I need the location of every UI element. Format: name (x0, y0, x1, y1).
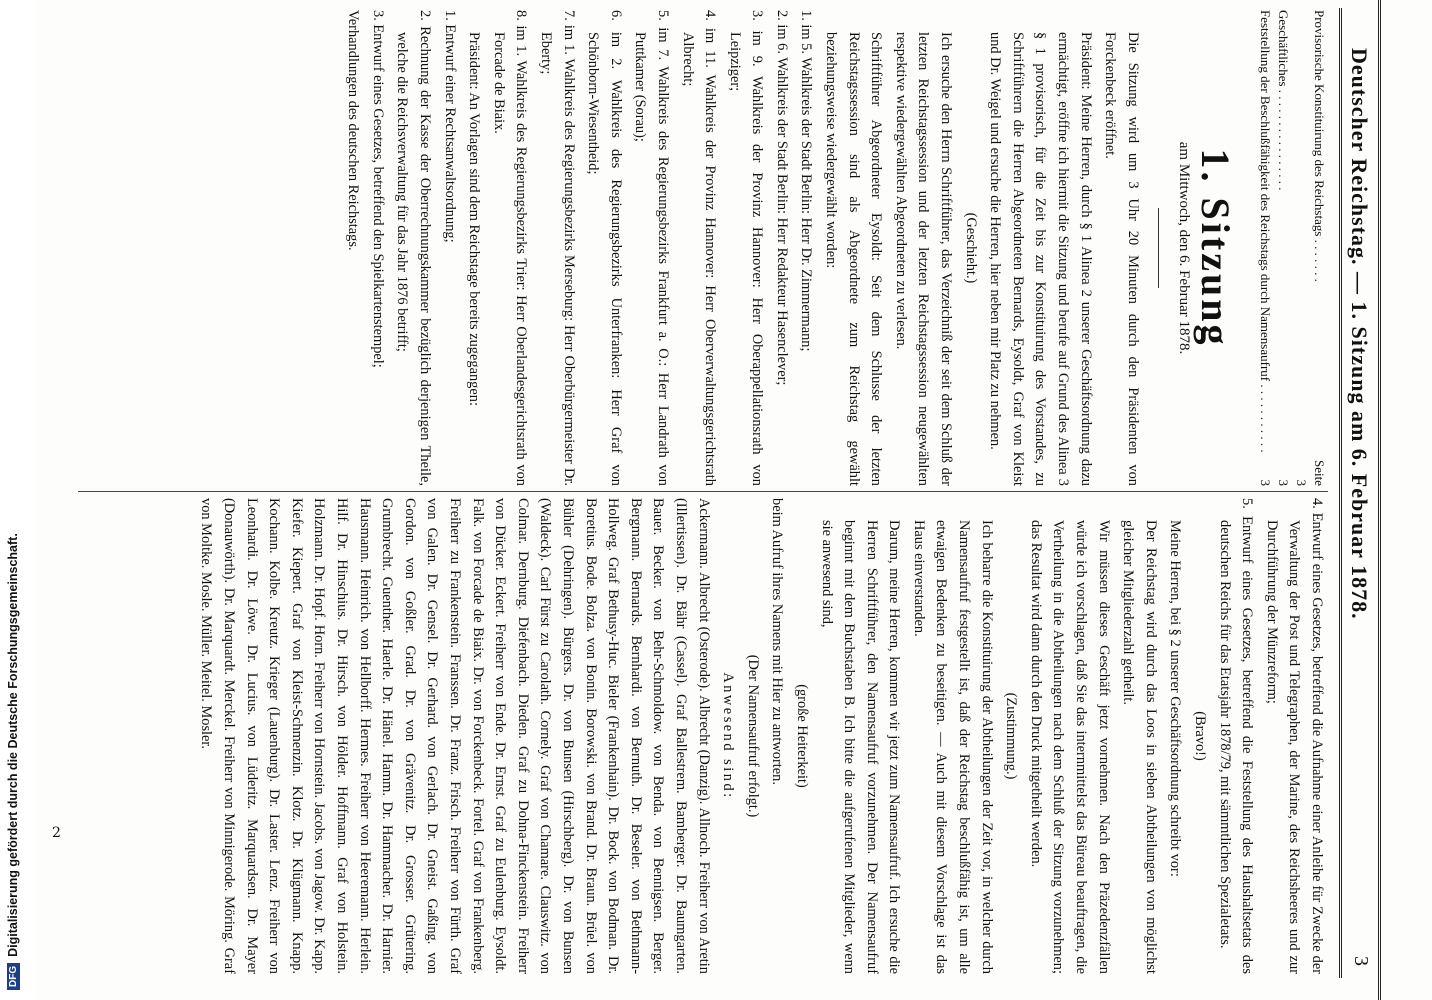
sheet-number: 2 (52, 825, 61, 841)
list-item: 4. im 11. Wahlkreis der Provinz Hannover: Herr Oberverwaltungsgerichtsrath Albrecht; (679, 10, 719, 486)
stage-direction: (Zustimmung.) (1003, 692, 1020, 780)
list-item: 8. im 1. Wahlkreis des Regierungsbezirks Trier: Herr Oberlandesgerichtsrath von Forcade de Biaix. (490, 10, 530, 486)
stage-direction: (Geschieht.) (962, 212, 979, 284)
paragraph: Wir müssen dieses Geschäft jetzt vornehmen. Nach den Präzedenzfällen würde ich vorschlagen, daß Sie das internmittelst das Büreau beauftragen, die Vertheilung in die Abtheilungen nach dem Schluß der Sitzung vorzunehmen; das Resultat wird dann durch den Druck mitgetheilt werden. (1027, 520, 1112, 974)
president-statement: Ich ersuche den Herrn Schriftführer, das Verzeichniß der seit dem Schluß der letzten Reichstagssession und der letzten Reichstagssession neugewählten respektive wiedergewählten Abgeordneten zu verlesen. (892, 32, 955, 486)
stage-direction: (Der Namensaufruf erfolgt.) (744, 654, 761, 818)
secretary-statement: Schriftführer Abgeordneter Eysoldt: Seit dem Schlusse der letzten Reichstagssession sind als Abgeordnete zum Reichstag gewählt beziehungsweise wiedergewählt worden: (823, 32, 885, 486)
list-item: 2. im 6. Wahlkreis der Stadt Berlin: Herr Redakteur Hasenclever; (773, 10, 790, 386)
header-title: Deutscher Reichstag. — 1. Sitzung am 6. Februar 1878. (1347, 48, 1372, 620)
list-item: 5. Entwurf eines Gesetzes, betreffend die Feststellung des Haushaltsetats des deutschen Reichs für das Etatsjahr 1878/79, mit sämmtlichen Spezialetats. (1216, 498, 1256, 974)
toc-row: Geschäftliches . . . . . . . . . . . . . . . . 3 (1276, 10, 1291, 486)
table-of-contents (1256, 10, 1328, 486)
opening-paragraph: Die Sitzung wird um 3 Uhr 20 Minuten durch den Präsidenten von Forckenbeck eröffnet. (1102, 32, 1141, 486)
elected-members-list (487, 10, 817, 486)
toc-row: Feststellung der Beschlußfähigkeit des Reichstags durch Namensaufruf . . . . . . . . . . . 3 (1258, 10, 1273, 486)
stage-direction: (große Heiterkeit) (793, 684, 810, 788)
list-item: 3. im 9. Wahlkreis der Provinz Hannover: Herr Oberappellationsrath von Leipziger; (726, 10, 766, 486)
paragraph: Meine Herren, bei § 2 unserer Geschäftsordnung schreibt vor: (1167, 520, 1184, 877)
stage-direction: (Bravo!) (1192, 711, 1209, 761)
toc-row: Provisorische Konstituirung des Reichstags . . . . . . . Seite 3 (1294, 10, 1327, 486)
president-statement: Präsident: An Vorlagen sind dem Reichstage bereits zugegangen: (466, 32, 483, 406)
paragraph: beim Aufruf ihres Namens mit Hier zu antworten. (769, 498, 786, 785)
digitization-band (0, 0, 36, 1000)
bills-list (366, 10, 460, 486)
president-statement: Präsident: Meine Herren, durch § 1 Alinea 2 unserer Geschäftsordnung dazu ermächtigt, eröffne ich hiermit die Sitzung und berufe auf Grund des Alinea 3 § 1 provisorisch, für die Zeit bis zur Konstituirung des Vorstandes, zu Schriftführern die Herren Abgeordneten Bernards, Eysoldt, Graf von Kleist und Dr. Weigel und ersuche die Herren, hier neben mir Platz zu nehmen. (987, 32, 1094, 486)
list-item: 1. Entwurf einer Rechtsanwaltsordnung; (441, 10, 458, 243)
list-item: 3. Entwurf eines Gesetzes, betreffend den Spielkartenstempel; (369, 10, 386, 368)
paragraph: Darum, meine Herren, kommen wir jetzt zum Namensaufruf. Ich ersuche die Herren Schriftführer, den Namensaufruf vorzunehmen. Der Namensaufruf beginnt mit dem Buchstaben B. Ich bitte die aufgerufenen Mitglieder, wenn sie anwesend sind, (818, 520, 903, 974)
session-title: 1. Sitzung (1193, 148, 1238, 348)
page-edge-rule (1378, 0, 1381, 1000)
dfg-logo: DFG (7, 963, 20, 990)
session-date: am Mittwoch, den 6. Februar 1878. (1176, 141, 1193, 355)
right-column (68, 498, 1328, 974)
column-separator (78, 491, 1328, 492)
header-rule (1339, 8, 1342, 978)
header-page-number: 3 (1350, 956, 1372, 966)
list-item: 6. im 2. Wahlkreis des Regierungsbezirks Unterfranken: Herr Graf von Schönborn-Wiesentheid; (585, 10, 624, 486)
list-item: 2. Rechnung der Kasse der Oberrechnungskammer bezüglich derjenigen Theile, welche die Reichsverwaltung für das Jahr 1876 betrifft; (394, 10, 433, 486)
left-column (68, 10, 1328, 486)
list-item: 5. im 7. Wahlkreis des Regierungsbezirks Frankfurt a. O.: Herr Landrath von Puttkamer (Sorau); (632, 10, 671, 486)
list-item: 1. im 5. Wahlkreis der Stadt Berlin: Herr Dr. Zimmermann; (798, 10, 815, 352)
paragraph: Ich beharre die Konstituirung der Abtheilungen der Zeit vor, in welcher durch Namensaufruf festgestellt ist, daß der Reichstag beschlußfähig ist, um alle etwaigen Bedenken zu beseitigen. — Auch mit diesem Vorschlage ist das Haus einverstanden. (910, 520, 995, 974)
section-rule (1158, 208, 1159, 288)
running-header (1340, 8, 1380, 978)
column-footer: Verhandlungen des deutschen Reichstags. (345, 10, 362, 251)
rotated-page-content (60, 8, 1380, 978)
list-item: 7. im 1. Wahlkreis des Regierungsbezirks Merseburg: Herr Oberbürgermeister Dr. Eberty; (537, 10, 577, 486)
rule-quote: Der Reichstag wird durch das Loos in sieben Abtheilungen von möglichst gleicher Mitgliederzahl getheilt. (1120, 520, 1159, 974)
digitization-text: Digitalisierung gefördert durch die Deutsche Forschungsgemeinschaft. (6, 533, 20, 957)
attendance-heading: Anwesend sind: (720, 672, 737, 800)
list-item: 4. Entwurf eines Gesetzes, betreffend die Aufnahme einer Anleihe für Zwecke der Verwaltung der Post und Telegraphen, der Marine, des Reichsheeres und zur Durchführung der Münzreform; (1263, 498, 1325, 974)
attendance-list: Ackermann. Albrecht (Osterode). Albrecht (Danzig). Allnoch. Freiherr von Aretin (Illertissen). Dr. Bähr (Cassel). Graf Ballestrem. Bamberger. Dr. Baumgarten. Bauer. Becker. von Behr-Schmoldow. von Benda. von Bennigsen. Berger. Bergmann. Bernards. Bernhardi. von Bernuth. Dr. Beseler. von Bethmann-Hollweg. Graf Bethusy-Huc. Bieler (Frankenhain). Dr. Bock. von Bodman. Dr. Boretius. Bode. Bolza. von Bonin. Borowski. von Brand. Dr. Braun. Brüel. von Bühler (Dehringen). Bürgers. Dr. von Bunsen (Hirschberg). Dr. von Bunsen (Waldeck). Carl Fürst zu Carolath. Cornely. Graf von Chamare. Clauswitz. von Colmar. Dernburg. Diefenbach. Dieden. Graf zu Dohna-Finckenstein. Freiherr von Dücker. Eckert. Freiherr von Ende. Dr. Ernst. Graf zu Eulenburg. Eysoldt. Falk. von Forcade de Biaix. Dr. von Forckenbeck. Fortel. Graf von Frankenberg. Freiherr zu Frankenstein. Franssen. Dr. Franz. Frisch. Freiherr von Fürth. Graf von Galen. Dr. Gensel. Dr. Gerhard. von Gerlach. Dr. Gneist. Gaßing. von Gordon. von Goßler. Grad. Dr. von Grävenitz. Dr. Grosser. Grütering. Grumbrecht. Guenther. Haerle. Dr. Hänel. Hamm. Dr. Hammacher. Dr. Harnier. Hausmann. Heinrich. von Hellborff. Hermes. Freiherr von Heeremann. Herlein. Hilf. Dr. Hinschius. Dr. Hirsch. von Hölder. Hoffmann. Graf von Holstein. Holzmann. Dr. Hopf. Horn. Freiherr von Hornstein. Jacobs. von Jagow. Dr. Kapp. Kiefer. Kiepert. Graf von Kleist-Schmenzin. Klotz. Dr. Klügmann. Knapp. Kochann. Kolbe. Kreutz. Krieger (Lauenburg). Dr. Laster. Lenz. Freiherr von Leonhardi. Dr. Löwe. Dr. Lucius. von Lüderitz. Marquardsen. Dr. Mayer (Donauwörth). Dr. Marquardt. Merckel. Freiherr von Minnigerode. Möring. Graf von Moltke. Mosle. Müller. Meitel. Mosler. (198, 498, 712, 974)
digitization-note (6, 533, 20, 990)
